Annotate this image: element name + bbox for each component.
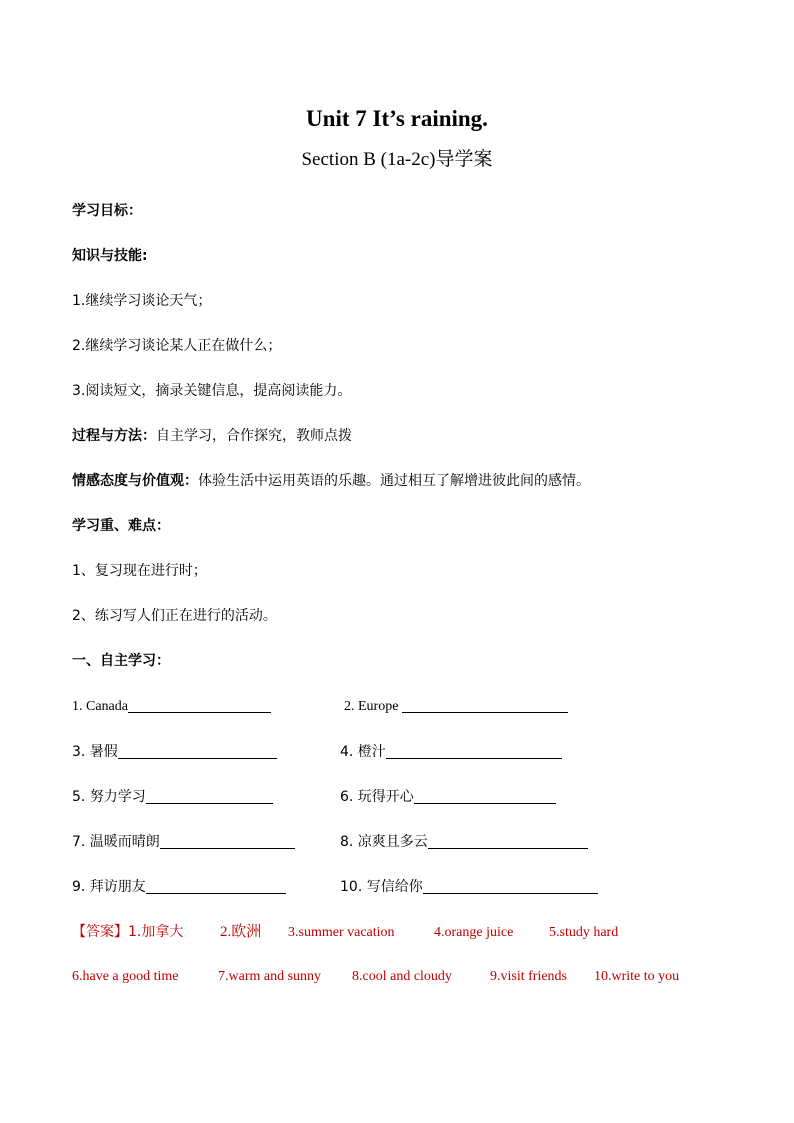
process-label: 过程与方法： — [72, 428, 156, 444]
answer-item: 4.orange juice — [434, 925, 514, 940]
exercise-item-2 — [344, 696, 568, 718]
answer-blank[interactable] — [386, 743, 562, 759]
unit-title: Unit 7 It’s raining. — [306, 106, 488, 131]
answer-item: 2.欧洲 — [220, 924, 262, 940]
exercise-label: 8. 凉爽且多云 — [340, 834, 428, 850]
exercise-label: 6. 玩得开心 — [340, 789, 414, 805]
exercise-label: 3. 暑假 — [72, 744, 118, 760]
emotion-line — [72, 470, 590, 492]
answer-item: 10.write to you — [594, 969, 680, 984]
process-text: 自主学习，合作探究，教师点拨 — [156, 428, 352, 444]
exercise-label: 7. 温暖而晴朗 — [72, 834, 160, 850]
exercise-label: 1. Canada — [72, 699, 128, 714]
exercise-item-6 — [340, 786, 556, 808]
exercise-item-8 — [340, 831, 588, 853]
exercise-label: 5. 努力学习 — [72, 789, 146, 805]
answer-blank[interactable] — [414, 788, 556, 804]
answer-blank[interactable] — [128, 697, 271, 713]
key-point-2: 2、练习写人们正在进行的活动。 — [72, 608, 277, 624]
exercise-item-3 — [72, 741, 277, 763]
key-point-1: 1、复习现在进行时； — [72, 563, 207, 579]
process-line — [72, 425, 352, 447]
answer-item: 【答案】1.加拿大 — [72, 924, 184, 940]
emotion-text: 体验生活中运用英语的乐趣。通过相互了解增进彼此间的感情。 — [198, 473, 590, 489]
knowledge-item-3: 3.阅读短文，摘录关键信息，提高阅读能力。 — [72, 383, 352, 399]
exercise-item-4 — [340, 741, 562, 763]
answer-blank[interactable] — [146, 788, 273, 804]
answers-row-1 — [72, 921, 618, 944]
answer-blank[interactable] — [428, 833, 588, 849]
answer-blank[interactable] — [118, 743, 277, 759]
answer-item: 3.summer vacation — [288, 925, 395, 940]
knowledge-item-2: 2.继续学习谈论某人正在做什么； — [72, 338, 282, 354]
answer-item: 5.study hard — [549, 925, 619, 940]
answer-blank[interactable] — [402, 697, 568, 713]
answer-item: 7.warm and sunny — [218, 969, 322, 984]
knowledge-item-1: 1.继续学习谈论天气； — [72, 293, 212, 309]
exercise-item-1 — [72, 696, 271, 718]
exercise-item-9 — [72, 876, 286, 898]
exercise-label: 10. 写信给你 — [340, 879, 423, 895]
emotion-label: 情感态度与价值观： — [72, 473, 198, 489]
knowledge-heading: 知识与技能: — [72, 248, 148, 264]
exercise-label: 2. Europe — [344, 699, 399, 714]
key-points-heading: 学习重、难点： — [72, 518, 170, 534]
answer-blank[interactable] — [423, 878, 598, 894]
exercise-item-7 — [72, 831, 295, 853]
answer-blank[interactable] — [146, 878, 286, 894]
self-study-heading: 一、自主学习： — [72, 653, 170, 669]
exercise-item-5 — [72, 786, 273, 808]
answer-blank[interactable] — [160, 833, 295, 849]
section-subtitle: Section B (1a-2c)导学案 — [301, 149, 493, 170]
exercise-item-10 — [340, 876, 598, 898]
exercise-label: 9. 拜访朋友 — [72, 879, 146, 895]
answer-item: 6.have a good time — [72, 969, 179, 984]
answer-item: 8.cool and cloudy — [352, 969, 452, 984]
exercise-label: 4. 橙汁 — [340, 744, 386, 760]
answers-row-2 — [72, 966, 679, 988]
answer-item: 9.visit friends — [490, 969, 567, 984]
objectives-heading: 学习目标： — [72, 203, 142, 219]
